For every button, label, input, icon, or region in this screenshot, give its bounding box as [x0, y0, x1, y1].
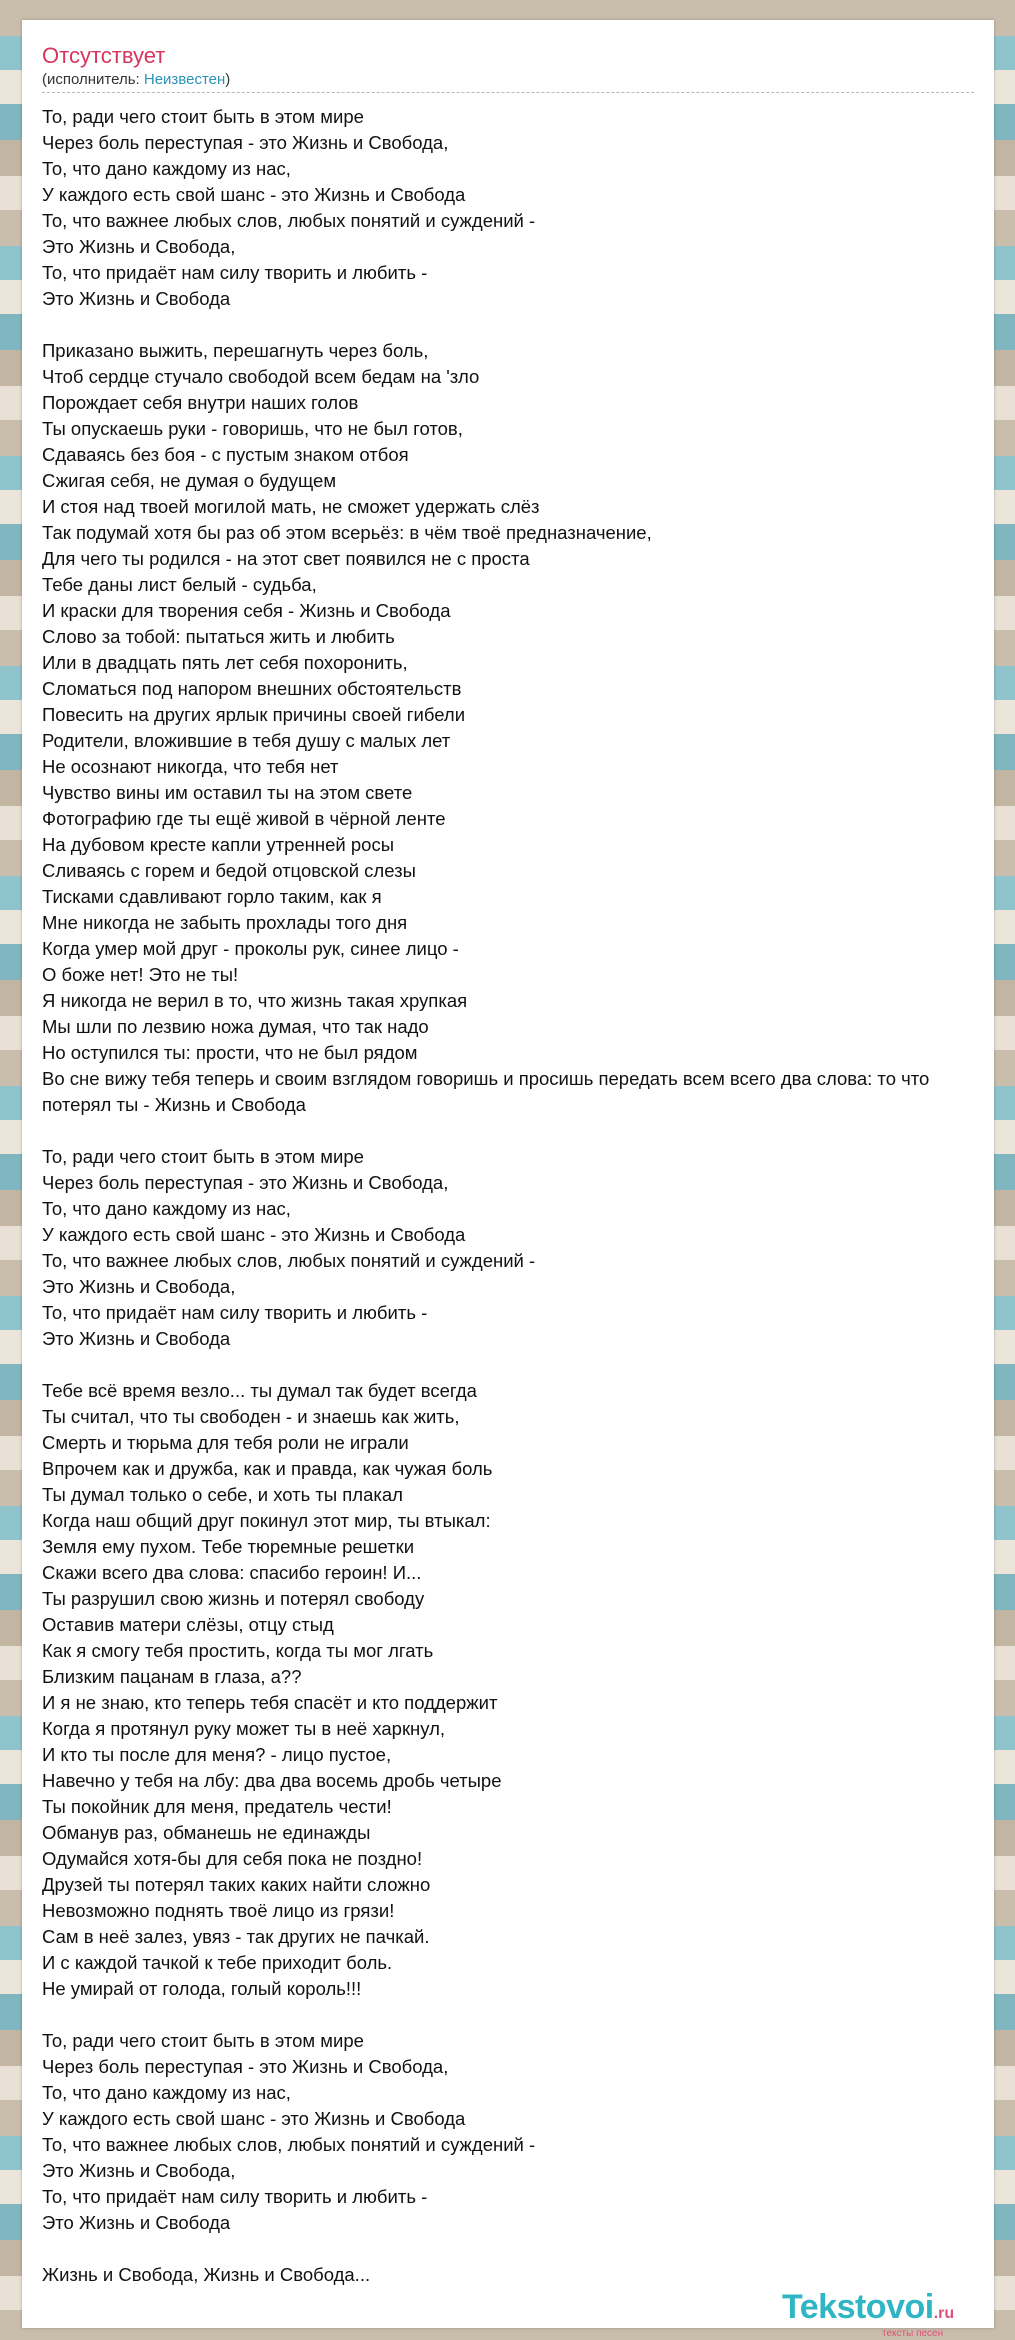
artist-prefix: (исполнитель: [42, 71, 144, 88]
lyrics-text: То, ради чего стоит быть в этом мире Через боль переступая - это Жизнь и Свобода, То, что дано каждому из нас, У каждого есть свой шанс - это Жизнь и Свобода То, что важнее любых слов, любых понятий и суждений - Это Жизнь и Свобода, То, что придаёт нам силу творить и любить - Это Жизнь и Свобода Приказано выжить, перешагнуть через боль, Чтоб сердце стучало свободой всем бедам на 'зло Порождает себя внутри наших голов Ты опускаешь руки - говоришь, что не был готов, Сдаваясь без боя - с пустым знаком отбоя Сжигая себя, не думая о будущем И стоя над твоей могилой мать, не сможет удержать слёз Так подумай хотя бы раз об этом всерьёз: в чём твоё предназначение, Для чего ты родился - на этот свет появился не с проста Тебе даны лист белый - судьба, И краски для творения себя - Жизнь и Свобода Слово за тобой: пытаться жить и любить Или в двадцать пять лет себя похоронить, Сломаться под напором внешних обстоятельств Повесить на других ярлык причины своей гибели Родители, вложившие в тебя душу с малых лет Не осознают никогда, что тебя нет Чувство вины им оставил ты на этом свете Фотографию где ты ещё живой в чёрной ленте На дубовом кресте капли утренней росы Сливаясь с горем и бедой отцовской слезы Тисками сдавливают горло таким, как я Мне никогда не забыть прохлады того дня Когда умер мой друг - проколы рук, синее лицо - О боже нет! Это не ты! Я никогда не верил в то, что жизнь такая хрупкая Мы шли по лезвию ножа думая, что так надо Но оступился ты: прости, что не был рядом Во сне вижу тебя теперь и своим взглядом говоришь и просишь передать всем всего два слова: то что потерял ты - Жизнь и Свобода То, ради чего стоит быть в этом мире Через боль переступая - это Жизнь и Свобода, То, что дано каждому из нас, У каждого есть свой шанс - это Жизнь и Свобода То, что важнее любых слов, любых понятий и суждений - Это Жизнь и Свобода, То, что придаёт нам силу творить и любить - Это Жизнь и Свобода Тебе всё время везло... ты думал так будет всегда Ты считал, что ты свободен - и знаешь как жить, Смерть и тюрьма для тебя роли не играли Впрочем как и дружба, как и правда, как чужая боль Ты думал только о себе, и хоть ты плакал Когда наш общий друг покинул этот мир, ты втыкал: Земля ему пухом. Тебе тюремные решетки Скажи всего два слова: спасибо героин! И... Ты разрушил свою жизнь и потерял свободу Оставив матери слёзы, отцу стыд Как я смогу тебя простить, когда ты мог лгать Близким пацанам в глаза, а?? И я не знаю, кто теперь тебя спасёт и кто поддержит Когда я протянул руку может ты в неё харкнул, И кто ты после для меня? - лицо пустое, Навечно у тебя на лбу: два два восемь дробь четыре Ты покойник для меня, предатель чести! Обманув раз, обманешь не единажды Одумайся хотя-бы для себя пока не поздно! Друзей ты потерял таких каких найти сложно Невозможно поднять твоё лицо из грязи! Сам в неё залез, увяз - так других не пачкай. И с каждой тачкой к тебе приходит боль. Не умирай от голода, голый король!!! То, ради чего стоит быть в этом мире Через боль переступая - это Жизнь и Свобода, То, что дано каждому из нас, У каждого есть свой шанс - это Жизнь и Свобода То, что важнее любых слов, любых понятий и суждений - Это Жизнь и Свобода, То, что придаёт нам силу творить и любить - Это Жизнь и Свобода Жизнь и Свобода, Жизнь и Свобода... [42, 106, 930, 2285]
site-logo[interactable] [782, 2288, 955, 2339]
lyrics-card [22, 20, 994, 2339]
artist-line [42, 70, 230, 90]
logo-tagline: тексты песен [882, 2328, 944, 2339]
logo-suffix: .ru [933, 2305, 955, 2322]
artist-link[interactable]: Неизвестен [143, 71, 226, 88]
divider [42, 92, 974, 93]
logo-text: Tekstovoi [782, 2288, 934, 2326]
artist-suffix: ) [225, 71, 231, 88]
song-title: Отсутствует [42, 43, 166, 68]
